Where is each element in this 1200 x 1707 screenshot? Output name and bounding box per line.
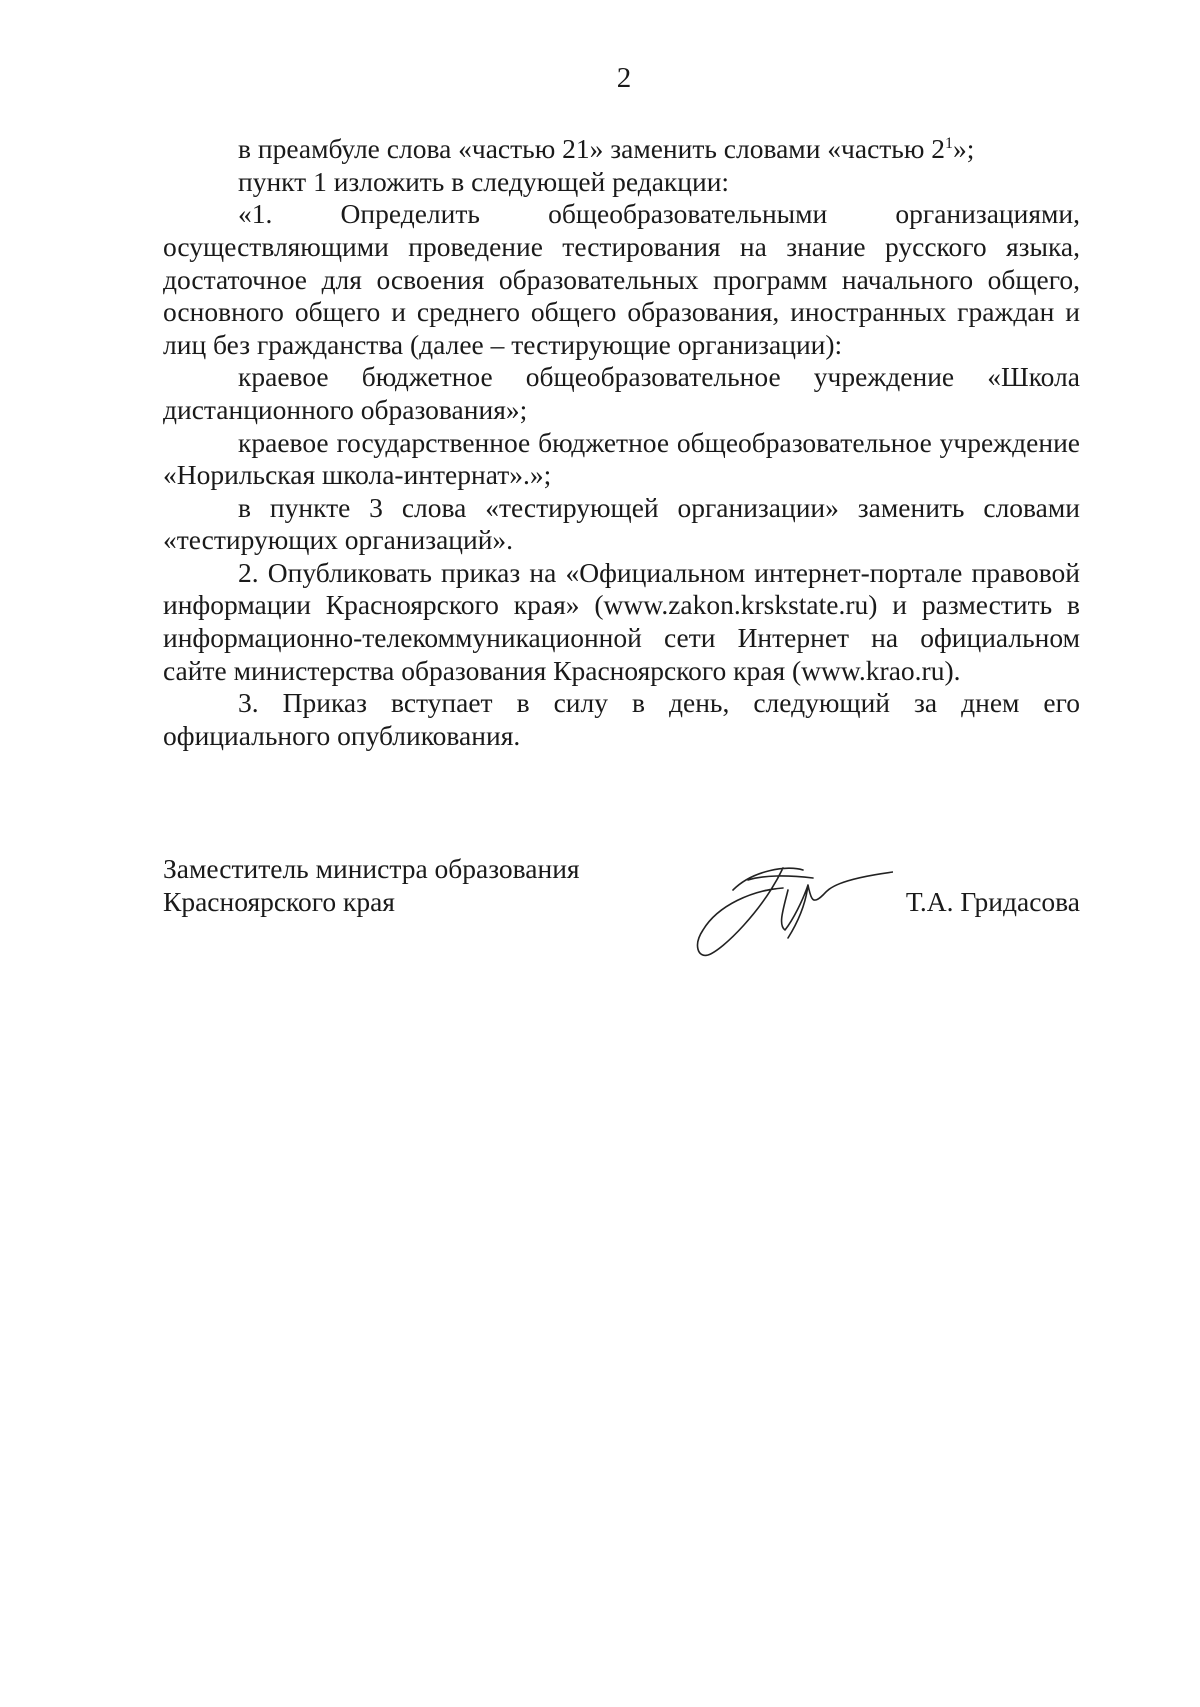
handwritten-signature xyxy=(693,850,893,970)
signatory-name: Т.А. Гридасова xyxy=(905,886,1080,917)
paragraph-school-1: краевое бюджетное общеобразовательное учреждение «Школа дистанционного образования»; xyxy=(163,361,1080,425)
page-number: 2 xyxy=(616,62,632,94)
paragraph-publish: 2. Опубликовать приказ на «Официальном интернет-портале правовой информации Красноярского края» (www.zakon.krskstate.ru) и разместить в информационно-телекоммуникационной сети Интернет на официальном сайте министерства образования Красноярского края (www.krao.ru). xyxy=(163,556,1080,686)
document-body xyxy=(163,128,1080,752)
signatory-position: Заместитель министра образования Красноярского края xyxy=(163,853,580,917)
paragraph-school-2: краевое государственное бюджетное общеобразовательное учреждение «Норильская школа-интернат».»; xyxy=(163,426,1080,491)
superscript: 1 xyxy=(945,135,954,152)
paragraph-effective: 3. Приказ вступает в силу в день, следующий за днем его официального опубликования. xyxy=(163,687,1080,751)
paragraph-point3: в пункте 3 слова «тестирующей организации» заменить словами «тестирующих организаций». xyxy=(163,491,1080,556)
paragraph-preamble: в преамбуле слова «частью 21» заменить словами «частью $2^1$»; xyxy=(238,133,975,165)
paragraph-point1-intro: пункт 1 изложить в следующей редакции: xyxy=(238,165,730,197)
paragraph-point1-text: «1. Определить общеобразовательными организациями, осуществляющими проведение тестирования на знание русского языка, достаточное для освоения образовательных программ начального общего, основного общего и среднего общего образования, иностранных граждан и лиц без гражданства (далее – тестирующие организации): xyxy=(163,198,1080,360)
